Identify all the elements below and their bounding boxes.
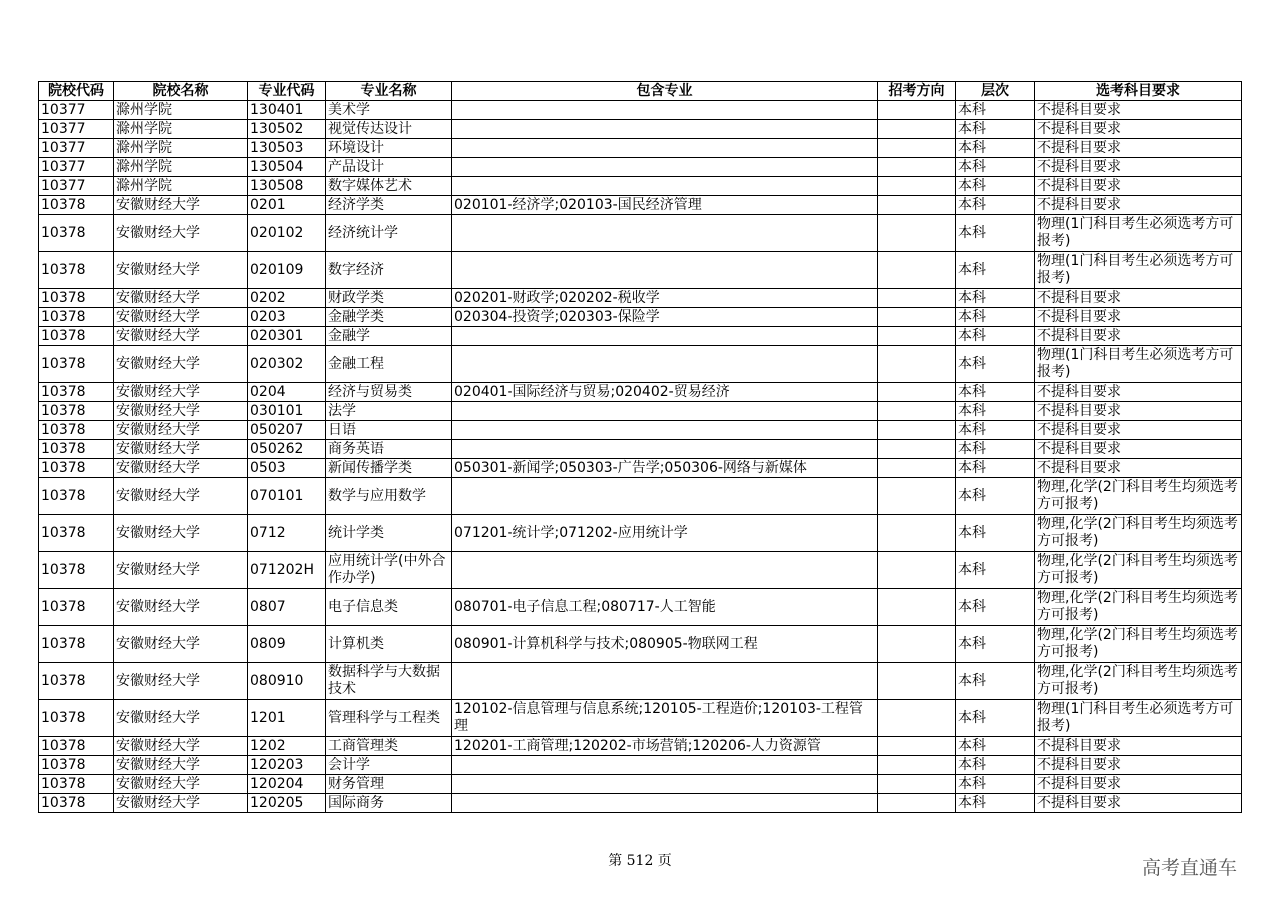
cell-school-code: 10378 [39, 308, 114, 327]
cell-school-code: 10378 [39, 552, 114, 589]
table-row [39, 552, 1242, 589]
cell-level: 本科 [956, 289, 1035, 308]
page-number: 第 512 页 [608, 853, 672, 869]
cell-school-code: 10378 [39, 775, 114, 794]
cell-direction [878, 700, 956, 737]
cell-included-majors: 080901-计算机科学与技术;080905-物联网工程 [452, 626, 878, 663]
cell-included-majors [452, 478, 878, 515]
cell-level: 本科 [956, 120, 1035, 139]
cell-subject-requirement: 不提科目要求 [1035, 120, 1242, 139]
cell-major-name: 统计学类 [326, 515, 452, 552]
cell-included-majors [452, 252, 878, 289]
cell-level: 本科 [956, 478, 1035, 515]
cell-major-name: 数学与应用数学 [326, 478, 452, 515]
table-row [39, 478, 1242, 515]
cell-major-code: 030101 [248, 402, 326, 421]
cell-school-code: 10378 [39, 402, 114, 421]
cell-included-majors [452, 421, 878, 440]
table-row [39, 120, 1242, 139]
cell-direction [878, 794, 956, 813]
cell-direction [878, 215, 956, 252]
cell-subject-requirement: 物理(1门科目考生必须选考方可报考) [1035, 215, 1242, 252]
cell-subject-requirement: 物理,化学(2门科目考生均须选考方可报考) [1035, 626, 1242, 663]
cell-included-majors [452, 663, 878, 700]
cell-level: 本科 [956, 589, 1035, 626]
cell-direction [878, 252, 956, 289]
cell-level: 本科 [956, 421, 1035, 440]
cell-school-code: 10378 [39, 346, 114, 383]
cell-included-majors: 080701-电子信息工程;080717-人工智能 [452, 589, 878, 626]
cell-subject-requirement: 物理,化学(2门科目考生均须选考方可报考) [1035, 663, 1242, 700]
cell-level: 本科 [956, 308, 1035, 327]
cell-major-code: 050262 [248, 440, 326, 459]
cell-major-name: 数字经济 [326, 252, 452, 289]
cell-level: 本科 [956, 327, 1035, 346]
cell-subject-requirement: 不提科目要求 [1035, 440, 1242, 459]
cell-included-majors [452, 177, 878, 196]
cell-school-code: 10378 [39, 289, 114, 308]
cell-school-name: 安徽财经大学 [114, 421, 248, 440]
cell-major-name: 经济学类 [326, 196, 452, 215]
table-body [39, 101, 1242, 813]
cell-direction [878, 459, 956, 478]
cell-major-code: 0202 [248, 289, 326, 308]
cell-major-code: 0204 [248, 383, 326, 402]
cell-major-name: 财政学类 [326, 289, 452, 308]
cell-direction [878, 101, 956, 120]
cell-included-majors [452, 327, 878, 346]
table-row [39, 756, 1242, 775]
cell-major-code: 120203 [248, 756, 326, 775]
table-row [39, 139, 1242, 158]
cell-subject-requirement: 物理(1门科目考生必须选考方可报考) [1035, 252, 1242, 289]
cell-major-name: 经济统计学 [326, 215, 452, 252]
cell-major-code: 070101 [248, 478, 326, 515]
table-row [39, 308, 1242, 327]
cell-subject-requirement: 物理,化学(2门科目考生均须选考方可报考) [1035, 515, 1242, 552]
cell-level: 本科 [956, 346, 1035, 383]
cell-major-name: 新闻传播学类 [326, 459, 452, 478]
cell-school-code: 10378 [39, 327, 114, 346]
table-row [39, 289, 1242, 308]
cell-included-majors [452, 346, 878, 383]
cell-school-name: 安徽财经大学 [114, 589, 248, 626]
cell-direction [878, 177, 956, 196]
cell-school-name: 安徽财经大学 [114, 737, 248, 756]
cell-direction [878, 139, 956, 158]
cell-level: 本科 [956, 383, 1035, 402]
cell-subject-requirement: 不提科目要求 [1035, 196, 1242, 215]
cell-level: 本科 [956, 101, 1035, 120]
cell-subject-requirement: 不提科目要求 [1035, 775, 1242, 794]
cell-school-code: 10378 [39, 737, 114, 756]
cell-major-code: 120204 [248, 775, 326, 794]
cell-direction [878, 196, 956, 215]
table-row [39, 626, 1242, 663]
cell-level: 本科 [956, 402, 1035, 421]
cell-major-name: 美术学 [326, 101, 452, 120]
cell-included-majors [452, 402, 878, 421]
cell-school-code: 10377 [39, 139, 114, 158]
header-included-majors: 包含专业 [452, 82, 878, 101]
cell-included-majors [452, 440, 878, 459]
table-row [39, 252, 1242, 289]
cell-school-code: 10378 [39, 478, 114, 515]
cell-school-code: 10378 [39, 756, 114, 775]
cell-level: 本科 [956, 756, 1035, 775]
cell-direction [878, 478, 956, 515]
cell-major-name: 商务英语 [326, 440, 452, 459]
cell-included-majors [452, 775, 878, 794]
cell-level: 本科 [956, 177, 1035, 196]
cell-subject-requirement: 不提科目要求 [1035, 177, 1242, 196]
cell-included-majors: 071201-统计学;071202-应用统计学 [452, 515, 878, 552]
cell-school-name: 安徽财经大学 [114, 794, 248, 813]
table-row [39, 158, 1242, 177]
cell-school-name: 安徽财经大学 [114, 346, 248, 383]
cell-school-name: 安徽财经大学 [114, 289, 248, 308]
cell-level: 本科 [956, 663, 1035, 700]
cell-major-code: 0201 [248, 196, 326, 215]
cell-school-code: 10378 [39, 589, 114, 626]
cell-school-code: 10378 [39, 459, 114, 478]
cell-school-code: 10378 [39, 794, 114, 813]
cell-major-name: 法学 [326, 402, 452, 421]
cell-major-code: 0503 [248, 459, 326, 478]
cell-school-name: 安徽财经大学 [114, 626, 248, 663]
header-subject-requirement: 选考科目要求 [1035, 82, 1242, 101]
cell-school-code: 10378 [39, 421, 114, 440]
table-row [39, 346, 1242, 383]
cell-major-code: 080910 [248, 663, 326, 700]
cell-school-code: 10378 [39, 700, 114, 737]
cell-included-majors: 120201-工商管理;120202-市场营销;120206-人力资源管 [452, 737, 878, 756]
cell-major-name: 工商管理类 [326, 737, 452, 756]
cell-school-name: 滁州学院 [114, 101, 248, 120]
cell-subject-requirement: 物理,化学(2门科目考生均须选考方可报考) [1035, 478, 1242, 515]
cell-included-majors: 050301-新闻学;050303-广告学;050306-网络与新媒体 [452, 459, 878, 478]
table-header [39, 82, 1242, 101]
table-row [39, 737, 1242, 756]
table-row [39, 663, 1242, 700]
cell-included-majors: 120102-信息管理与信息系统;120105-工程造价;120103-工程管理 [452, 700, 878, 737]
cell-included-majors: 020304-投资学;020303-保险学 [452, 308, 878, 327]
cell-major-code: 020102 [248, 215, 326, 252]
cell-subject-requirement: 不提科目要求 [1035, 756, 1242, 775]
table-row [39, 215, 1242, 252]
cell-subject-requirement: 不提科目要求 [1035, 737, 1242, 756]
cell-major-code: 0807 [248, 589, 326, 626]
cell-school-name: 安徽财经大学 [114, 252, 248, 289]
table-row [39, 589, 1242, 626]
cell-school-name: 滁州学院 [114, 177, 248, 196]
cell-included-majors [452, 120, 878, 139]
header-major-code: 专业代码 [248, 82, 326, 101]
cell-school-code: 10378 [39, 663, 114, 700]
cell-subject-requirement: 不提科目要求 [1035, 308, 1242, 327]
cell-subject-requirement: 不提科目要求 [1035, 421, 1242, 440]
cell-school-code: 10378 [39, 515, 114, 552]
header-major-name: 专业名称 [326, 82, 452, 101]
cell-included-majors [452, 101, 878, 120]
cell-major-code: 130508 [248, 177, 326, 196]
cell-school-code: 10378 [39, 440, 114, 459]
cell-major-name: 财务管理 [326, 775, 452, 794]
table-row [39, 421, 1242, 440]
cell-major-name: 经济与贸易类 [326, 383, 452, 402]
cell-school-code: 10377 [39, 101, 114, 120]
cell-direction [878, 589, 956, 626]
cell-subject-requirement: 物理(1门科目考生必须选考方可报考) [1035, 700, 1242, 737]
cell-included-majors [452, 756, 878, 775]
cell-major-code: 0203 [248, 308, 326, 327]
cell-level: 本科 [956, 515, 1035, 552]
cell-level: 本科 [956, 737, 1035, 756]
cell-school-name: 安徽财经大学 [114, 756, 248, 775]
cell-level: 本科 [956, 552, 1035, 589]
table-row [39, 402, 1242, 421]
cell-major-name: 数据科学与大数据技术 [326, 663, 452, 700]
watermark-text: 高考直通车 [1142, 857, 1238, 879]
cell-major-code: 050207 [248, 421, 326, 440]
cell-school-code: 10378 [39, 196, 114, 215]
cell-direction [878, 158, 956, 177]
cell-school-name: 滁州学院 [114, 120, 248, 139]
cell-included-majors [452, 552, 878, 589]
cell-direction [878, 402, 956, 421]
cell-major-name: 产品设计 [326, 158, 452, 177]
cell-major-name: 计算机类 [326, 626, 452, 663]
header-direction: 招考方向 [878, 82, 956, 101]
cell-included-majors: 020101-经济学;020103-国民经济管理 [452, 196, 878, 215]
cell-major-code: 020301 [248, 327, 326, 346]
cell-direction [878, 346, 956, 383]
table-row [39, 459, 1242, 478]
cell-subject-requirement: 物理,化学(2门科目考生均须选考方可报考) [1035, 589, 1242, 626]
cell-major-name: 金融学类 [326, 308, 452, 327]
cell-level: 本科 [956, 196, 1035, 215]
cell-school-code: 10377 [39, 158, 114, 177]
cell-subject-requirement: 不提科目要求 [1035, 289, 1242, 308]
cell-school-name: 安徽财经大学 [114, 402, 248, 421]
cell-major-code: 130504 [248, 158, 326, 177]
cell-school-name: 安徽财经大学 [114, 515, 248, 552]
cell-major-name: 会计学 [326, 756, 452, 775]
cell-school-code: 10378 [39, 215, 114, 252]
cell-major-name: 管理科学与工程类 [326, 700, 452, 737]
cell-level: 本科 [956, 700, 1035, 737]
table-row [39, 327, 1242, 346]
cell-direction [878, 421, 956, 440]
cell-subject-requirement: 物理,化学(2门科目考生均须选考方可报考) [1035, 552, 1242, 589]
cell-school-name: 安徽财经大学 [114, 459, 248, 478]
admission-table [38, 81, 1242, 813]
cell-major-code: 1201 [248, 700, 326, 737]
cell-included-majors [452, 139, 878, 158]
cell-major-code: 071202H [248, 552, 326, 589]
cell-major-code: 020302 [248, 346, 326, 383]
cell-major-name: 电子信息类 [326, 589, 452, 626]
cell-major-code: 0712 [248, 515, 326, 552]
cell-major-name: 视觉传达设计 [326, 120, 452, 139]
cell-school-code: 10378 [39, 626, 114, 663]
cell-subject-requirement: 不提科目要求 [1035, 327, 1242, 346]
cell-subject-requirement: 不提科目要求 [1035, 158, 1242, 177]
cell-major-code: 0809 [248, 626, 326, 663]
table-row [39, 775, 1242, 794]
header-level: 层次 [956, 82, 1035, 101]
cell-school-name: 安徽财经大学 [114, 775, 248, 794]
header-row [39, 82, 1242, 101]
cell-subject-requirement: 不提科目要求 [1035, 139, 1242, 158]
cell-direction [878, 552, 956, 589]
cell-direction [878, 756, 956, 775]
table-row [39, 794, 1242, 813]
cell-school-name: 安徽财经大学 [114, 478, 248, 515]
cell-included-majors: 020201-财政学;020202-税收学 [452, 289, 878, 308]
cell-direction [878, 515, 956, 552]
cell-major-code: 130502 [248, 120, 326, 139]
cell-level: 本科 [956, 139, 1035, 158]
cell-direction [878, 120, 956, 139]
table-row [39, 383, 1242, 402]
cell-major-code: 130503 [248, 139, 326, 158]
cell-direction [878, 308, 956, 327]
cell-subject-requirement: 不提科目要求 [1035, 402, 1242, 421]
cell-major-code: 020109 [248, 252, 326, 289]
cell-major-code: 130401 [248, 101, 326, 120]
cell-major-name: 金融学 [326, 327, 452, 346]
cell-direction [878, 440, 956, 459]
cell-direction [878, 327, 956, 346]
cell-school-code: 10378 [39, 252, 114, 289]
cell-major-name: 日语 [326, 421, 452, 440]
header-school-code: 院校代码 [39, 82, 114, 101]
cell-direction [878, 383, 956, 402]
cell-school-code: 10377 [39, 120, 114, 139]
cell-direction [878, 289, 956, 308]
cell-level: 本科 [956, 459, 1035, 478]
cell-school-name: 安徽财经大学 [114, 383, 248, 402]
cell-level: 本科 [956, 775, 1035, 794]
table-row [39, 177, 1242, 196]
cell-school-name: 安徽财经大学 [114, 215, 248, 252]
cell-level: 本科 [956, 252, 1035, 289]
header-school-name: 院校名称 [114, 82, 248, 101]
cell-school-code: 10377 [39, 177, 114, 196]
cell-direction [878, 737, 956, 756]
cell-level: 本科 [956, 215, 1035, 252]
cell-school-name: 安徽财经大学 [114, 663, 248, 700]
cell-subject-requirement: 不提科目要求 [1035, 794, 1242, 813]
cell-major-code: 120205 [248, 794, 326, 813]
cell-major-name: 应用统计学(中外合作办学) [326, 552, 452, 589]
table-row [39, 515, 1242, 552]
cell-major-name: 金融工程 [326, 346, 452, 383]
cell-level: 本科 [956, 158, 1035, 177]
cell-major-code: 1202 [248, 737, 326, 756]
cell-included-majors [452, 215, 878, 252]
cell-school-name: 滁州学院 [114, 139, 248, 158]
cell-school-name: 安徽财经大学 [114, 552, 248, 589]
cell-major-name: 环境设计 [326, 139, 452, 158]
table-row [39, 700, 1242, 737]
cell-direction [878, 626, 956, 663]
cell-included-majors: 020401-国际经济与贸易;020402-贸易经济 [452, 383, 878, 402]
cell-included-majors [452, 794, 878, 813]
cell-subject-requirement: 物理(1门科目考生必须选考方可报考) [1035, 346, 1242, 383]
cell-level: 本科 [956, 626, 1035, 663]
cell-direction [878, 775, 956, 794]
cell-school-code: 10378 [39, 383, 114, 402]
table-row [39, 440, 1242, 459]
cell-school-name: 安徽财经大学 [114, 196, 248, 215]
cell-school-name: 安徽财经大学 [114, 440, 248, 459]
cell-school-name: 安徽财经大学 [114, 700, 248, 737]
cell-school-name: 滁州学院 [114, 158, 248, 177]
table-row [39, 101, 1242, 120]
cell-school-name: 安徽财经大学 [114, 308, 248, 327]
cell-subject-requirement: 不提科目要求 [1035, 383, 1242, 402]
cell-major-name: 国际商务 [326, 794, 452, 813]
cell-included-majors [452, 158, 878, 177]
cell-school-name: 安徽财经大学 [114, 327, 248, 346]
cell-subject-requirement: 不提科目要求 [1035, 101, 1242, 120]
cell-level: 本科 [956, 440, 1035, 459]
cell-level: 本科 [956, 794, 1035, 813]
cell-subject-requirement: 不提科目要求 [1035, 459, 1242, 478]
cell-major-name: 数字媒体艺术 [326, 177, 452, 196]
table-row [39, 196, 1242, 215]
cell-direction [878, 663, 956, 700]
